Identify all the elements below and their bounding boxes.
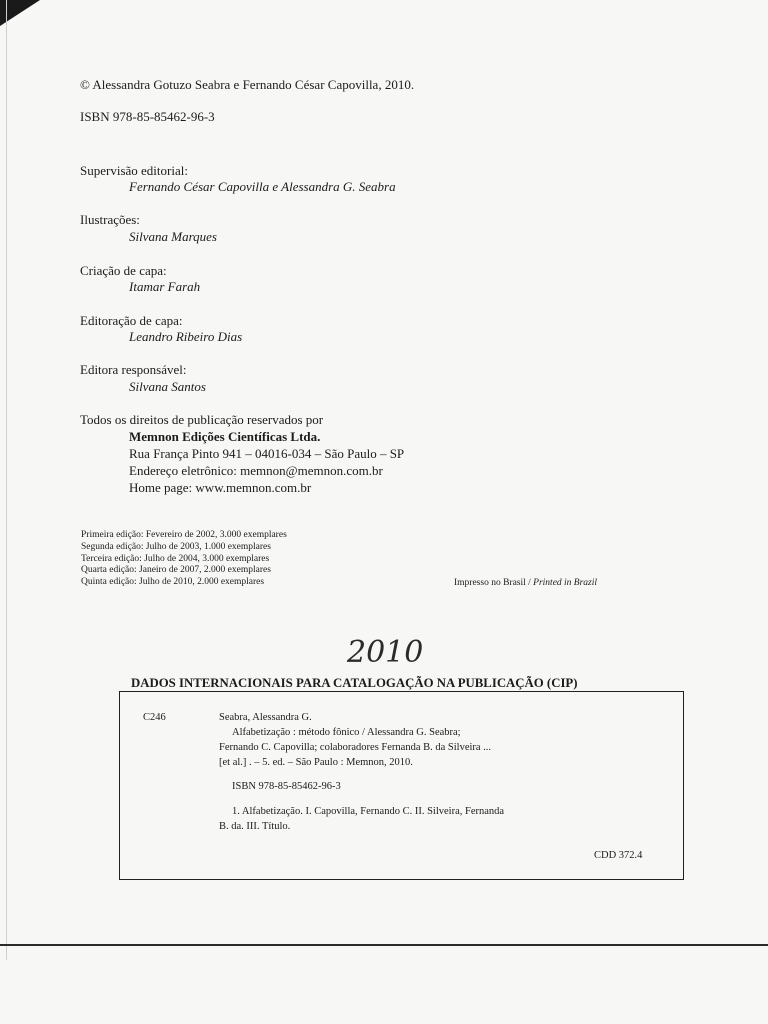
credit-name: Silvana Marques bbox=[129, 229, 217, 244]
credit-role: Editora responsável: bbox=[80, 362, 187, 377]
cip-heading: DADOS INTERNACIONAIS PARA CATALOGAÇÃO NA PUBLICAÇÃO (CIP) bbox=[131, 676, 578, 690]
publisher-homepage: Home page: www.memnon.com.br bbox=[129, 480, 312, 495]
credit-role: Editoração de capa: bbox=[80, 313, 183, 328]
handwritten-year bbox=[345, 630, 424, 670]
edition-list bbox=[81, 530, 287, 589]
cip-entry-line: Alfabetização : método fônico / Alessandra G. Seabra; bbox=[232, 727, 461, 738]
edition-line: Primeira edição: Fevereiro de 2002, 3.000 exemplares bbox=[81, 530, 287, 540]
cip-subject-line: 1. Alfabetização. I. Capovilla, Fernando C. II. Silveira, Fernanda bbox=[232, 806, 505, 817]
edition-line: Quinta edição: Julho de 2010, 2.000 exemplares bbox=[81, 577, 265, 588]
printed-in-en: Printed in Brazil bbox=[533, 578, 598, 588]
rights-statement: Todos os direitos de publicação reservados por bbox=[80, 412, 324, 427]
copyright-line: © Alessandra Gotuzo Seabra e Fernando César Capovilla, 2010. bbox=[80, 77, 415, 92]
scan-bottom-rule bbox=[0, 944, 768, 946]
edition-line: Terceira edição: Julho de 2004, 3.000 exemplares bbox=[81, 553, 270, 564]
cip-subject-line: B. da. III. Título. bbox=[219, 821, 291, 832]
cip-entry-line: Seabra, Alessandra G. bbox=[219, 712, 312, 723]
credit-name: Leandro Ribeiro Dias bbox=[129, 329, 243, 344]
isbn-line: ISBN 978-85-85462-96-3 bbox=[80, 109, 215, 124]
credit-role: Supervisão editorial: bbox=[80, 163, 188, 178]
cip-isbn: ISBN 978-85-85462-96-3 bbox=[232, 781, 341, 792]
cip-entry-line: Fernando C. Capovilla; colaboradores Fernanda B. da Silveira ... bbox=[219, 742, 492, 753]
cip-cdd: CDD 372.4 bbox=[594, 850, 643, 861]
cip-entry-line: [et al.] . – 5. ed. – São Paulo : Memnon, 2010. bbox=[219, 757, 413, 768]
printed-in-pt: Impresso no Brasil / bbox=[454, 578, 534, 588]
credit-role: Criação de capa: bbox=[80, 263, 167, 278]
credit-name: Fernando César Capovilla e Alessandra G. Seabra bbox=[129, 179, 396, 194]
publisher-address: Rua França Pinto 941 – 04016-034 – São Paulo – SP bbox=[129, 446, 405, 461]
publisher-email: Endereço eletrônico: memnon@memnon.com.br bbox=[129, 463, 383, 478]
edition-line: Quarta edição: Janeiro de 2007, 2.000 exemplares bbox=[81, 565, 271, 576]
credit-name: Silvana Santos bbox=[129, 379, 206, 394]
credit-role: Ilustrações: bbox=[80, 212, 140, 227]
printed-in bbox=[454, 578, 597, 588]
publisher-name: Memnon Edições Científicas Ltda. bbox=[129, 429, 321, 444]
page-edge bbox=[6, 0, 7, 960]
cip-code: C246 bbox=[143, 712, 166, 723]
handwritten-year-text: 2010 bbox=[347, 635, 424, 670]
credit-name: Itamar Farah bbox=[129, 279, 201, 294]
edition-line: Segunda edição: Julho de 2003, 1.000 exemplares bbox=[81, 541, 271, 552]
